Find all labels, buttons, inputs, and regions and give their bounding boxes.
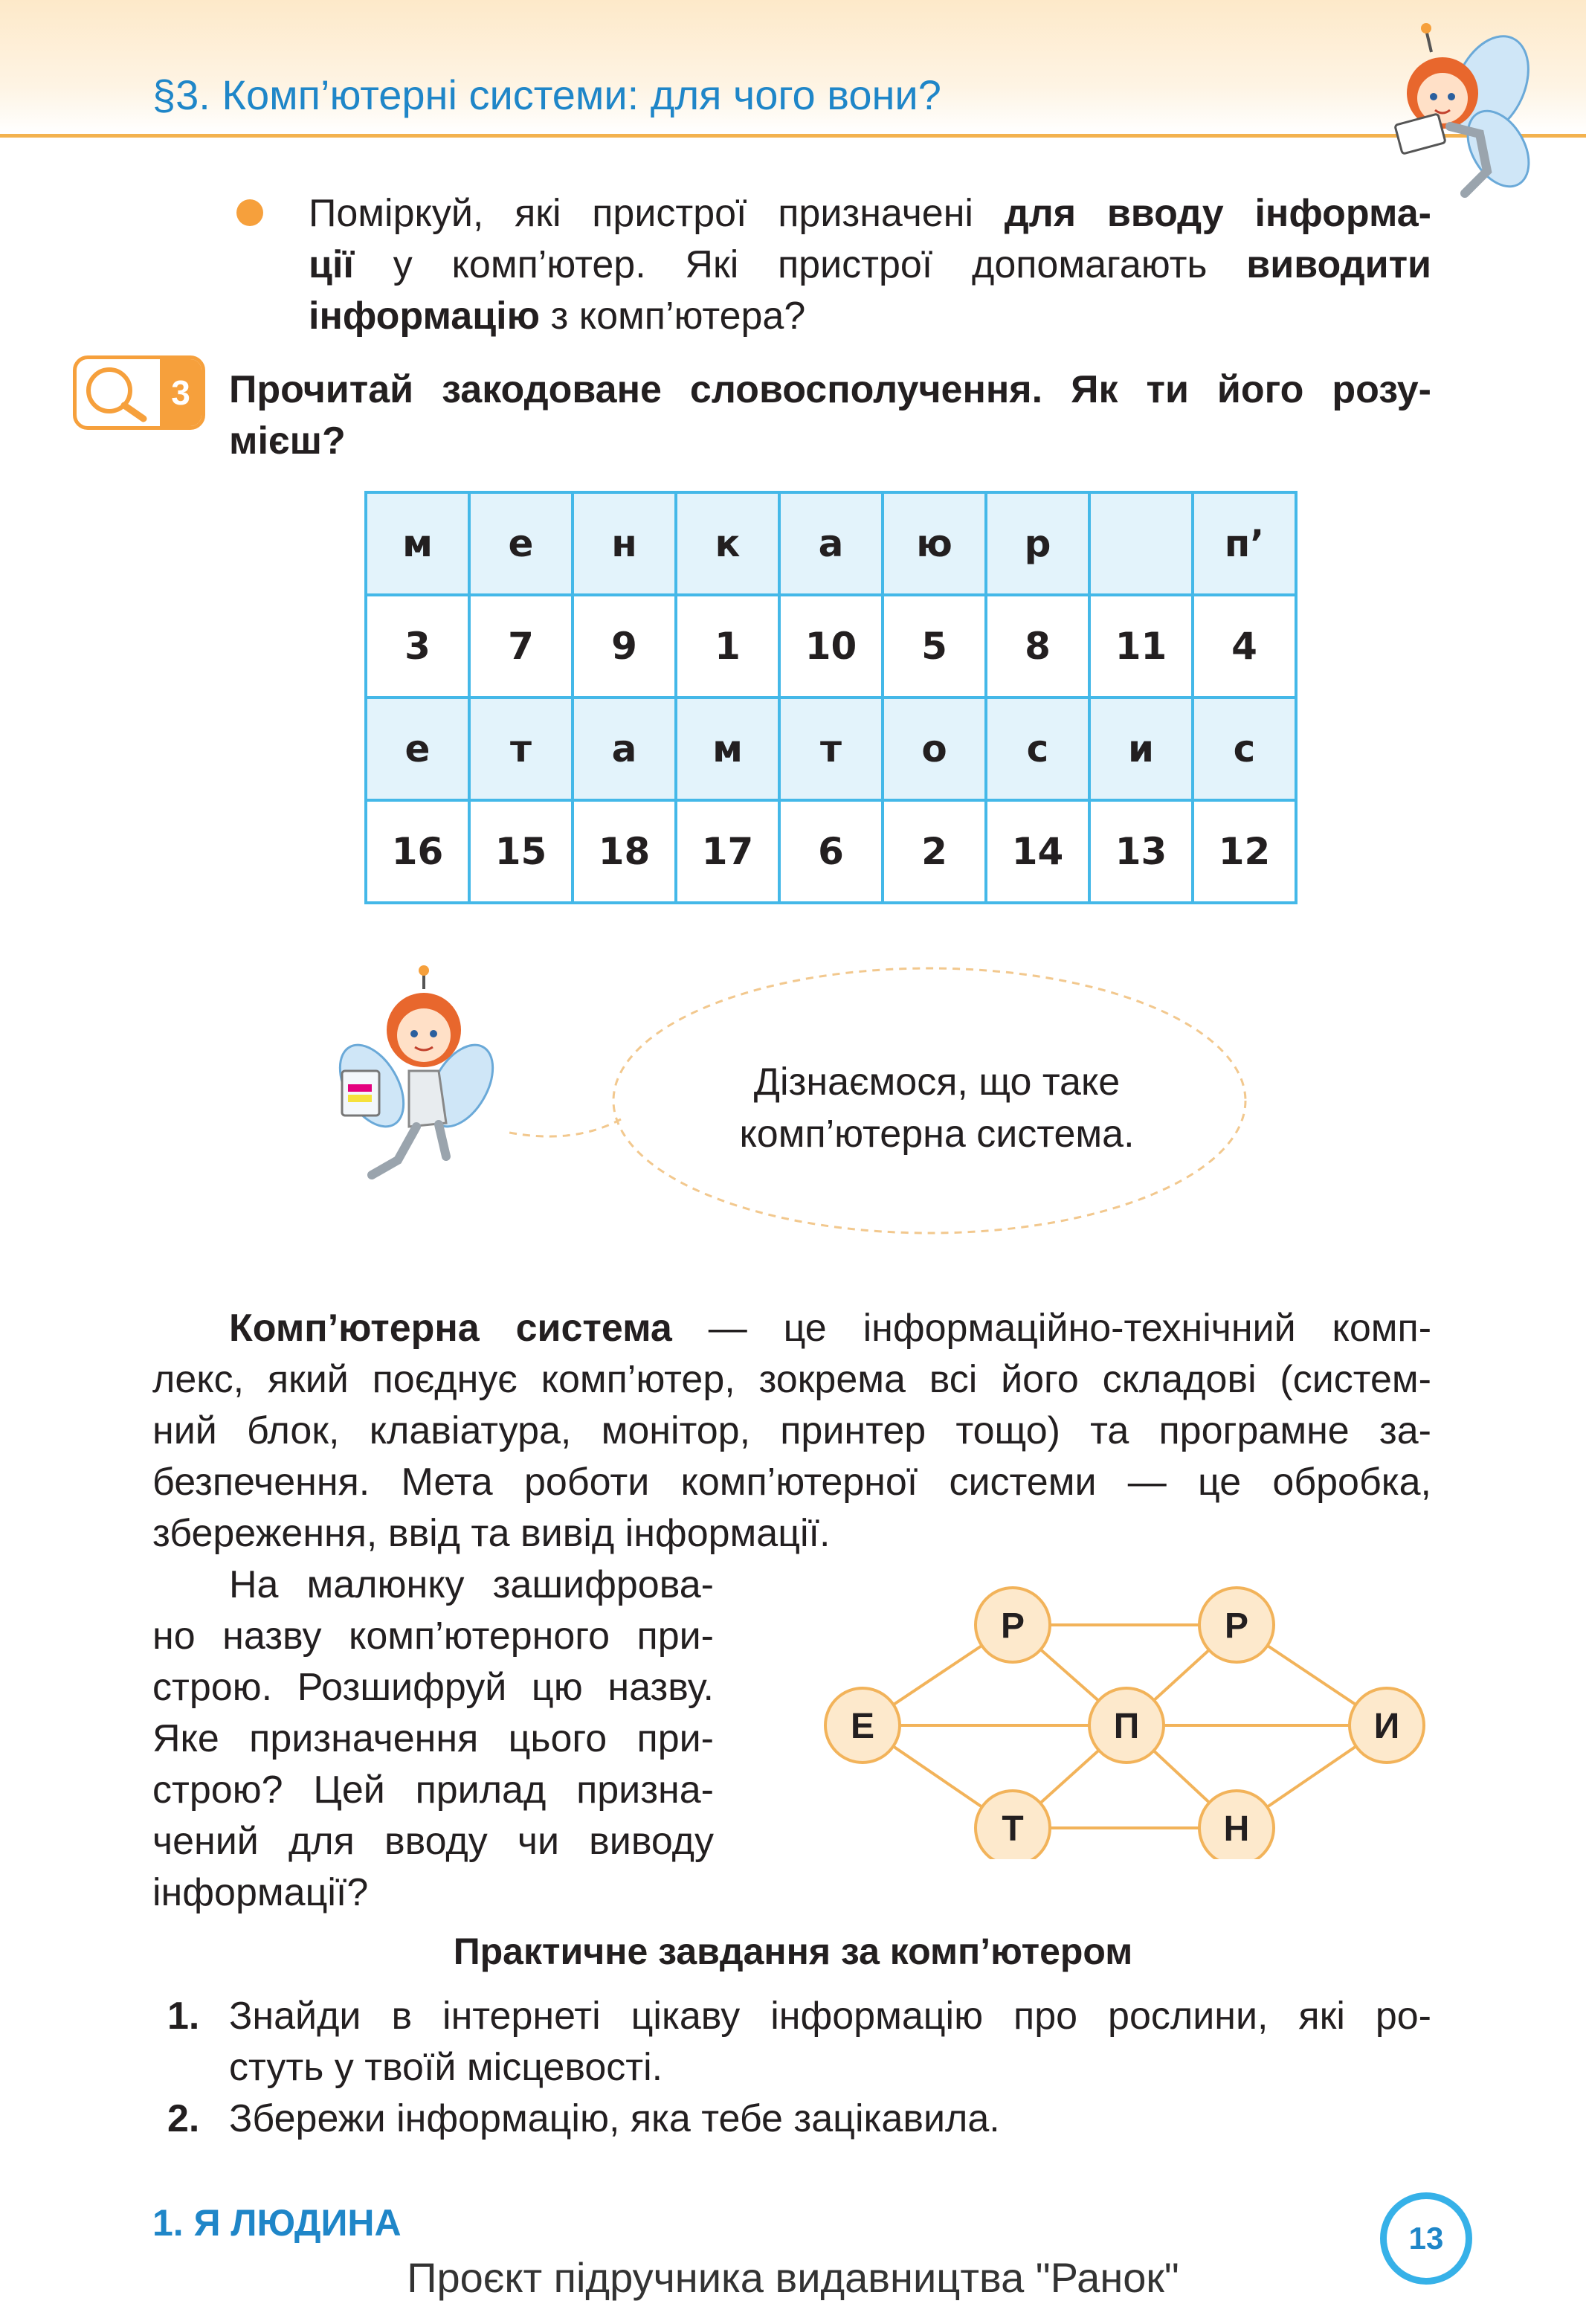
task3-line-2: мієш? [229, 419, 346, 463]
table-cell: с [1193, 698, 1296, 800]
table-cell: 3 [366, 595, 469, 698]
graph-node-label: Н [1223, 1809, 1250, 1849]
definition-line-2: лекс, який поєднує комп’ютер, зокрема всі його складові (систем- [152, 1358, 1431, 1401]
table-cell: 7 [469, 595, 573, 698]
intro-bold: виводити [1246, 243, 1431, 286]
graph-node-label: Р [1224, 1606, 1249, 1646]
table-cell: т [779, 698, 883, 800]
publisher-note: Проєкт підручника видавництва "Ранок" [407, 2254, 1179, 2301]
table-row [366, 492, 1296, 595]
list-number: 1. [167, 1995, 200, 2038]
table-cell: 14 [986, 800, 1089, 903]
puzzle-line: строю. Розшифруй цю назву. [152, 1666, 714, 1709]
table-cell: р [986, 492, 1089, 595]
speech-bubble-text [654, 1056, 1219, 1160]
table-cell: 15 [469, 800, 573, 903]
fairy-mascot-laptop [1368, 22, 1547, 208]
practical-item-1-line-2: стуть у твоїй місцевості. [229, 2046, 663, 2089]
task-badge [73, 355, 205, 430]
section-title: §3. Комп’ютерні системи: для чого вони? [152, 71, 941, 118]
practical-item-2-line-1: Збережи інформацію, яка тебе зацікавила. [229, 2097, 1000, 2140]
graph-node [825, 1688, 900, 1763]
definition-line-1 [229, 1303, 1431, 1354]
definition-line-4: безпечення. Мета роботи комп’ютерної системи — це обробка, [152, 1461, 1431, 1504]
table-cell: и [1089, 698, 1193, 800]
practical-item-1-line-1: Знайди в інтернеті цікаву інформацію про рослини, які ро- [229, 1995, 1431, 2038]
intro-line-1 [309, 188, 1431, 239]
puzzle-line: інформації? [152, 1871, 369, 1914]
intro-bold: інформацію [309, 294, 541, 338]
intro-line-2 [309, 239, 1431, 291]
table-row [366, 595, 1296, 698]
table-cell: 4 [1193, 595, 1296, 698]
graph-node [1199, 1791, 1274, 1859]
table-cell: 1 [676, 595, 779, 698]
practical-title: Практичне завдання за комп’ютером [453, 1931, 1133, 1972]
table-cell: 16 [366, 800, 469, 903]
table-cell: 5 [883, 595, 986, 698]
table-cell: м [676, 698, 779, 800]
speech-line-1: Дізнаємося, що таке [753, 1060, 1121, 1104]
bullet-dot [236, 199, 263, 226]
intro-line-3 [309, 291, 805, 342]
graph-node [1350, 1688, 1424, 1763]
intro-text: з комп’ютера? [540, 294, 806, 338]
table-cell: е [469, 492, 573, 595]
table-cell: к [676, 492, 779, 595]
table-cell: с [986, 698, 1089, 800]
table-cell: п’ [1193, 492, 1296, 595]
table-cell: ю [883, 492, 986, 595]
magnifier-icon [83, 364, 157, 423]
table-cell: 17 [676, 800, 779, 903]
definition-line-5: збереження, ввід та вивід інформації. [152, 1512, 831, 1555]
table-cell: н [573, 492, 676, 595]
intro-bold: для вводу інформа- [1004, 192, 1431, 235]
graph-node-label: Р [1000, 1606, 1025, 1646]
fairy-mascot-book [327, 965, 506, 1175]
table-cell: о [883, 698, 986, 800]
list-number: 2. [167, 2097, 200, 2140]
table-cell [1089, 492, 1193, 595]
table-cell: а [573, 698, 676, 800]
table-cell: е [366, 698, 469, 800]
page-number: 13 [1380, 2192, 1472, 2285]
table-cell: 8 [986, 595, 1089, 698]
table-row [366, 698, 1296, 800]
table-cell: 11 [1089, 595, 1193, 698]
intro-bold: ції [309, 243, 355, 286]
definition-term: Комп’ютерна система [229, 1307, 672, 1350]
table-cell: 2 [883, 800, 986, 903]
puzzle-line: На малюнку зашифрова- [229, 1563, 714, 1606]
table-cell: 6 [779, 800, 883, 903]
graph-node-label: Е [850, 1707, 875, 1746]
graph-node [1199, 1588, 1274, 1662]
graph-node-label: И [1373, 1707, 1400, 1746]
footer-section-label: 1. Я ЛЮДИНА [152, 2202, 402, 2244]
table-cell: 9 [573, 595, 676, 698]
table-row [366, 800, 1296, 903]
graph-node [1089, 1688, 1164, 1763]
definition-line-3: ний блок, клавіатура, монітор, принтер тощо) та програмне за- [152, 1409, 1431, 1452]
header-divider [0, 134, 1586, 138]
task3-line-1: Прочитай закодоване словосполучення. Як ти його розу- [229, 368, 1431, 411]
table-cell: 18 [573, 800, 676, 903]
speech-line-2: комп’ютерна система. [739, 1113, 1135, 1156]
graph-node [976, 1791, 1050, 1859]
graph-node-label: Т [1002, 1809, 1024, 1849]
puzzle-line: строю? Цей прилад призна- [152, 1768, 714, 1812]
table-cell: м [366, 492, 469, 595]
puzzle-line: но назву комп’ютерного при- [152, 1615, 714, 1658]
table-cell: 10 [779, 595, 883, 698]
task-number: 3 [160, 359, 202, 426]
intro-text: Поміркуй, які пристрої призначені [309, 192, 1005, 235]
graph-node-label: П [1113, 1707, 1140, 1746]
letter-graph [818, 1577, 1442, 1859]
table-cell: а [779, 492, 883, 595]
graph-node [976, 1588, 1050, 1662]
puzzle-line: чений для вводу чи виводу [152, 1820, 714, 1863]
definition-text: — це інформаційно-технічний комп- [671, 1307, 1432, 1350]
table-cell: 12 [1193, 800, 1296, 903]
intro-text: у комп’ютер. Які пристрої допомагають [354, 243, 1247, 286]
puzzle-line: Яке призначення цього при- [152, 1717, 714, 1760]
table-cell: 13 [1089, 800, 1193, 903]
cipher-table [364, 491, 1298, 904]
table-cell: т [469, 698, 573, 800]
